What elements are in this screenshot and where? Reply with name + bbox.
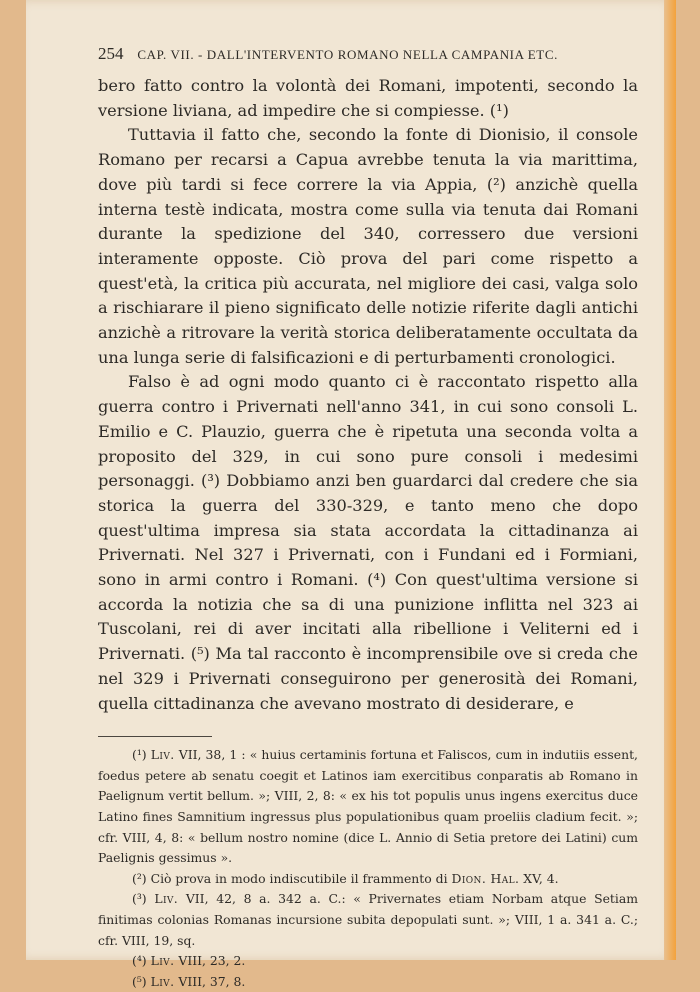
footnote-2: [98, 869, 638, 890]
paragraph-2: [98, 123, 638, 370]
footnote-3-mark: (³): [132, 891, 147, 907]
footnotes: [98, 745, 638, 992]
footnote-1-mark: (¹): [132, 747, 147, 763]
footnote-3-author: Liv.: [154, 891, 179, 907]
footnote-ref-4: (⁴): [367, 570, 387, 590]
running-header: [98, 40, 638, 74]
footnote-4-author: Liv.: [150, 953, 175, 969]
footnote-1: [98, 745, 638, 869]
page-edge: [664, 0, 676, 960]
footnote-ref-2: (²): [486, 174, 506, 194]
main-text: [98, 74, 638, 716]
footnote-5-text: VIII, 37, 8.: [178, 973, 246, 989]
paragraph-2-text-a: Tuttavia il fatto che, secondo la fonte di Dionisio, il console Romano per recarsi a Capua avrebbe tenuta la via marittima, dove più tardi si fece correre la via Appia,: [98, 125, 638, 194]
footnote-ref-5: (⁵): [190, 644, 210, 664]
running-title: CAP. VII. - DALL'INTERVENTO ROMANO NELLA CAMPANIA ETC.: [137, 47, 558, 62]
paragraph-3-text-a: Falso è ad ogni modo quanto ci è raccontato rispetto alla guerra contro i Privernati nell'anno 341, in cui sono consoli L. Emilio e C. Plauzio, guerra che è ripetuta una seconda volta a proposito del 329, in cui sono pure consoli i medesimi personaggi.: [98, 372, 638, 491]
footnote-3-text: VII, 42, 8 a. 342 a. C.: « Privernates etiam Norbam atque Setiam finitimas colonias Romanas incursione subita depopulati sunt. »; VIII, 1 a. 341 a. C.; cfr. VIII, 19, sq.: [98, 891, 638, 948]
footnote-4-text: VIII, 23, 2.: [178, 953, 246, 969]
footnote-5-mark: (⁵): [132, 973, 147, 989]
footnote-1-author: Liv.: [150, 747, 175, 763]
footnote-5-author: Liv.: [150, 973, 175, 989]
paragraph-1: [98, 74, 638, 123]
paragraph-3-text-c: Con quest'ultima versione si accorda la notizia che sa di una punizione inflitta nel 323 ai Tuscolani, rei di aver incitati alla ribellione i Veliterni ed i Privernati.: [98, 570, 638, 664]
footnote-2-author: Dion. Hal.: [451, 870, 520, 886]
footnote-3: [98, 889, 638, 951]
footnote-2-mark: (²): [132, 870, 147, 886]
paragraph-3: [98, 370, 638, 716]
page-number: 254: [98, 44, 124, 63]
footnote-2-text-a: Ciò prova in modo indiscutibile il frammento di: [150, 870, 448, 886]
paragraph-2-text-b: anzichè quella interna testè indicata, mostra come sulla via tenuta dai Romani durante la spedizione del 340, corressero due versioni interamente opposte. Ciò prova del pari come rispetto a quest'età, la critica più accurata, nel migliore dei casi, valga solo a rischiarare il pieno significato delle notizie riferite dagli antichi anzichè a ritrovare la verità storica deliberatamente occultata da una lunga serie di falsificazioni e di perturbamenti cronologici.: [98, 174, 638, 367]
page-content: [98, 40, 638, 992]
footnote-rule: [98, 736, 212, 737]
footnote-ref-1: (¹): [489, 100, 509, 120]
paragraph-3-text-d: Ma tal racconto è incomprensibile ove si creda che nel 329 i Privernati conseguirono per generosità dei Romani, quella cittadinanza che avevano mostrato di desiderare, e: [98, 644, 638, 713]
paragraph-3-text-b: Dobbiamo anzi ben guardarci dal credere che sia storica la guerra del 330-329, e tanto meno che dopo quest'ultima impresa sia stata accordata la cittadinanza ai Privernati. Nel 327 i Privernati, con i Fundani ed i Formiani, sono in armi contro i Romani.: [98, 471, 638, 590]
footnote-ref-3: (³): [201, 471, 221, 491]
footnote-5: [98, 972, 638, 992]
footnote-2-text-b: XV, 4.: [523, 870, 559, 886]
footnote-4: [98, 951, 638, 972]
footnote-4-mark: (⁴): [132, 953, 147, 969]
footnote-1-text: VII, 38, 1 : « huius certaminis fortuna et Faliscos, cum in indutiis essent, foedus petere ab senatu coegit et Latinos iam exercitibus conparatis ab Romano in Paelignum vertit bellum. »; VIII, 2, 8: « ex his tot populis unus ingens exercitus duce Latino fines Samnitium ingressus plus populationibus quam proeliis cladium fecit. »; cfr. VIII, 4, 8: « bellum nostro nomine (dice L. Annio di Setia pretore dei Latini) cum Paelignis gessimus ».: [98, 747, 638, 866]
paragraph-1-text: bero fatto contro la volontà dei Romani, impotenti, secondo la versione liviana, ad impedire che si compiesse.: [98, 76, 638, 120]
